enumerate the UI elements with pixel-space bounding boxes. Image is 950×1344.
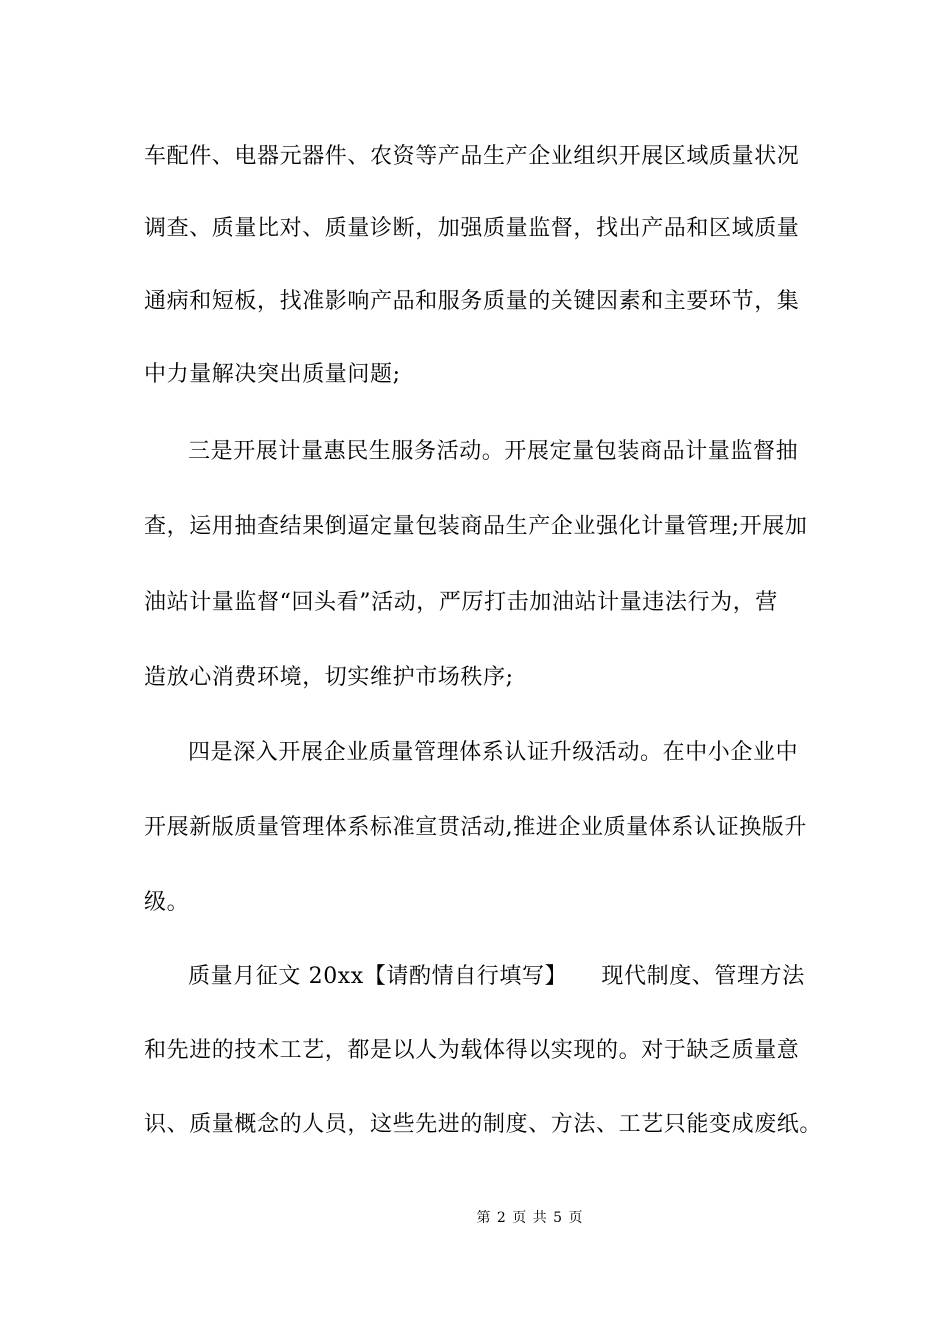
paragraph-line-2: 调查、质量比对、质量诊断，加强质量监督，找出产品和区域质量 [144,216,800,241]
paragraph-line-6: 查，运用抽查结果倒逼定量包装商品生产企业强化计量管理;开展加 [144,514,808,539]
paragraph-line-1: 车配件、电器元器件、农资等产品生产企业组织开展区域质量状况 [144,144,800,169]
paragraph-line-7: 油站计量监督“回头看”活动，严厉打击加油站计量违法行为，营 [144,590,778,615]
paragraph-line-4: 中力量解决突出质量问题; [144,362,401,387]
paragraph-line-8: 造放心消费环境，切实维护市场秩序; [144,665,514,690]
paragraph-line-13: 和先进的技术工艺，都是以人为载体得以实现的。对于缺乏质量意 [144,1038,800,1063]
paragraph-line-12: 质量月征文 20xx【请酌情自行填写】 现代制度、管理方法 [188,964,805,989]
paragraph-line-11: 级。 [144,890,190,915]
paragraph-line-3: 通病和短板，找准影响产品和服务质量的关键因素和主要环节，集 [144,289,800,314]
paragraph-line-14: 识、质量概念的人员，这些先进的制度、方法、工艺只能变成废纸。 [144,1112,823,1137]
page-footer: 第 2 页 共 5 页 [476,1210,584,1226]
paragraph-line-9: 四是深入开展企业质量管理体系认证升级活动。在中小企业中 [188,740,799,765]
paragraph-line-5: 三是开展计量惠民生服务活动。开展定量包装商品计量监督抽 [188,439,799,464]
paragraph-line-10: 开展新版质量管理体系标准宣贯活动,推进企业质量体系认证换版升 [144,815,807,840]
